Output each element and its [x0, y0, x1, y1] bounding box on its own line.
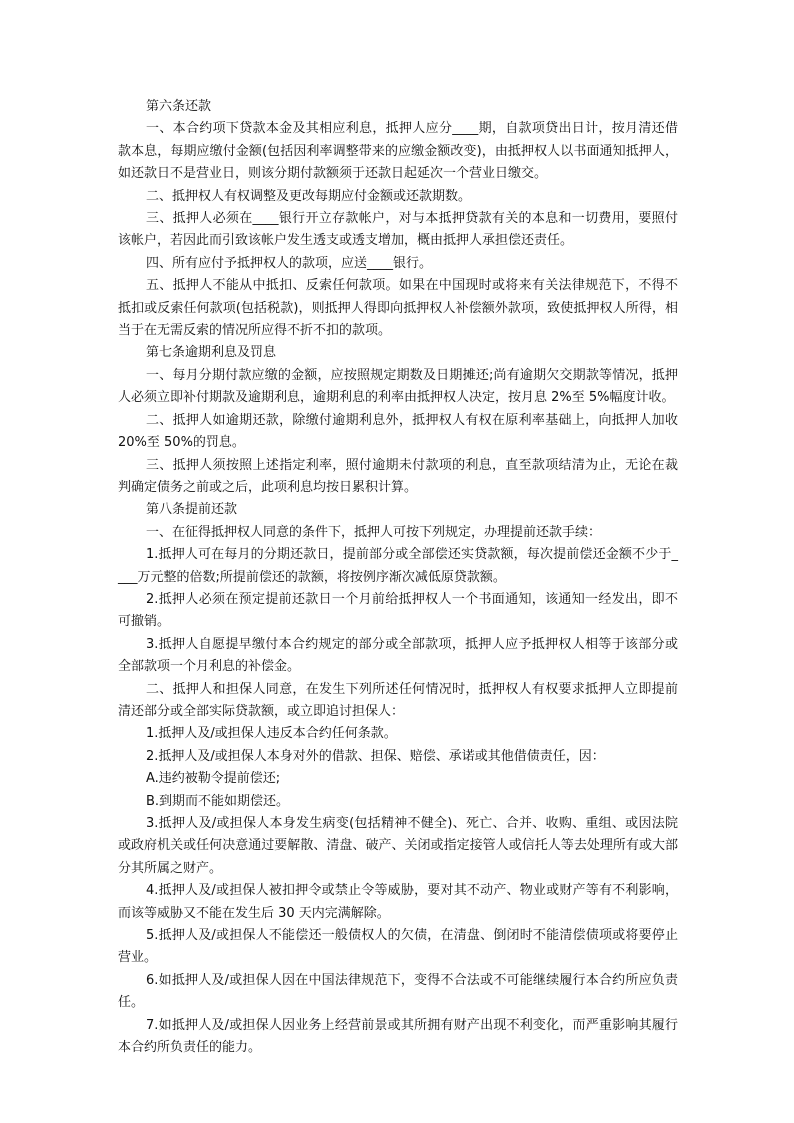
paragraph: A.违约被勒令提前偿还;: [146, 771, 281, 787]
paragraph: 三、抵押人必须在____银行开立存款帐户，对与本抵押贷款有关的本息和一切费用，要照付该帐户，若因此而引致该帐户发生透支或透支增加，概由抵押人承担偿还责任。: [118, 211, 678, 249]
paragraph: 2.抵押人必须在预定提前还款日一个月前给抵押权人一个书面通知，该通知一经发出，即不可撤销。: [118, 591, 678, 630]
section-heading: 第七条逾期利息及罚息: [146, 345, 277, 361]
paragraph: 1.抵押人可在每月的分期还款日，提前部分或全部偿还实贷款额，每次提前偿还金额不少于____万元整的倍数;所提前偿还的款额，将按例序渐次减低原贷款额。: [118, 547, 678, 585]
paragraph: 2.抵押人及/或担保人本身对外的借款、担保、赔偿、承诺或其他借债责任，因：: [146, 748, 605, 764]
section-heading: 第八条提前还款: [146, 502, 238, 518]
paragraph: 3.抵押人及/或担保人本身发生病变(包括精神不健全)、死亡、合并、收购、重组、或因法院或政府机关或任何决意通过要解散、清盘、破产、关闭或指定接管人或信托人等去处理所有或大部分其所属之财产。: [118, 816, 678, 876]
section-heading: 第六条还款: [146, 99, 212, 114]
paragraph: 二、抵押人如逾期还款，除缴付逾期利息外，抵押权人有权在原利率基础上，向抵押人加收 20%至 50%的罚息。: [118, 412, 678, 451]
paragraph: 5.抵押人及/或担保人不能偿还一般债权人的欠债，在清盘、倒闭时不能清偿债项或将要停止营业。: [118, 928, 678, 966]
paragraph: 7.如抵押人及/或担保人因业务上经营前景或其所拥有财产出现不利变化，而严重影响其履行本合约所负责任的能力。: [118, 1017, 678, 1056]
paragraph: 一、每月分期付款应缴的金额，应按照规定期数及日期摊还;尚有逾期欠交期款等情况，抵押人必须立即补付期款及逾期利息，逾期利息的利率由抵押权人决定，按月息 2%至 5%幅度计收。: [118, 367, 678, 406]
paragraph: 4.抵押人及/或担保人被扣押令或禁止令等威胁，要对其不动产、物业或财产等有不利影响，而该等威胁又不能在发生后 30 天内完满解除。: [118, 883, 678, 921]
paragraph: 一、本合约项下贷款本金及其相应利息，抵押人应分____期，自款项贷出日计，按月清还借款本息，每期应缴付金额(包括因利率调整带来的应缴金额改变)，由抵押权人以书面通知抵押人，如还款日不是营业日，则该分期付款额须于还款日起延次一个营业日缴交。: [118, 121, 678, 182]
paragraph: 6.如抵押人及/或担保人因在中国法律规范下，变得不合法或不可能继续履行本合约所应负责任。: [118, 972, 678, 1011]
paragraph: B.到期而不能如期偿还。: [146, 793, 290, 809]
paragraph: 四、所有应付予抵押权人的款项，应送____银行。: [146, 255, 433, 271]
paragraph: 二、抵押人和担保人同意，在发生下列所述任何情况时，抵押权人有权要求抵押人立即提前清还部分或全部实际贷款额，或立即追讨担保人：: [118, 681, 678, 719]
paragraph: 1.抵押人及/或担保人违反本合约任何条款。: [146, 726, 397, 742]
paragraph: 五、抵押人不能从中抵扣、反索任何款项。如果在中国现时或将来有关法律规范下，不得不抵扣或反索任何款项(包括税款)，则抵押人得即向抵押权人补偿额外款项，致使抵押权人所得，相当于在无需反索的情况所应得不折不扣的款项。: [118, 278, 678, 339]
paragraph: 三、抵押人须按照上述指定利率，照付逾期未付款项的利息，直至款项结清为止，无论在裁判确定债务之前或之后，此项利息均按日累积计算。: [118, 457, 678, 495]
paragraph: 一、在征得抵押权人同意的条件下，抵押人可按下列规定，办理提前还款手续：: [146, 524, 602, 540]
paragraph: 二、抵押权人有权调整及更改每期应付金额或还款期数。: [146, 188, 472, 204]
document-body: [118, 96, 678, 1059]
paragraph: 3.抵押人自愿提早缴付本合约规定的部分或全部款项，抵押人应予抵押权人相等于该部分或全部款项一个月利息的补偿金。: [118, 636, 678, 675]
